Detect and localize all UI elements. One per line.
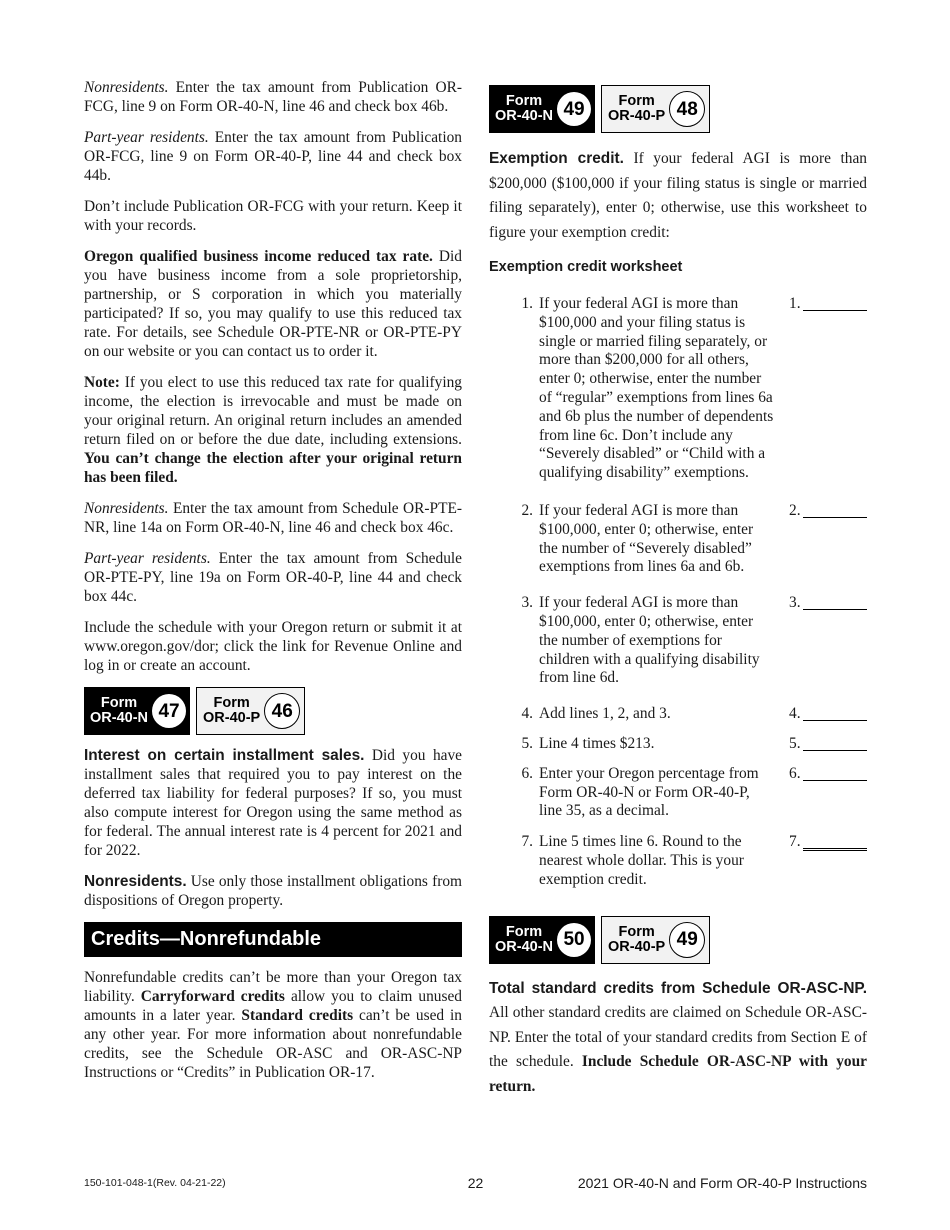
include-schedule-paragraph: Include the schedule with your Oregon return or submit it at www.oregon.gov/dor; click the link for Revenue Online and log in or create an account. [84, 619, 462, 674]
answer-line [803, 295, 867, 311]
section-heading-credits-nonrefundable: Credits—Nonrefundable [84, 922, 462, 957]
total-standard-credits-heading: Total standard credits from Schedule OR-ASC-NP. [489, 979, 867, 997]
form-or-40-n-badge: Form OR-40-N 50 [489, 916, 595, 964]
answer-line [803, 502, 867, 518]
worksheet-row [489, 295, 867, 483]
left-column [84, 78, 462, 1094]
worksheet-line-label: 6. [789, 764, 801, 782]
part-year-fcg-paragraph: Part-year residents. Enter the tax amount from Publication OR-FCG, line 9 on Form OR-40-P, line 44 and check box 44b. [84, 129, 462, 184]
page-footer [84, 1175, 867, 1191]
total-standard-credits-paragraph: Total standard credits from Schedule OR-ASC-NP. All other standard credits are claimed on Schedule OR-ASC-NP. Enter the total of your standard credits from Section E of the schedule. Include Schedule OR-ASC-NP with your return. [489, 979, 867, 1095]
worksheet-row [489, 735, 867, 754]
worksheet-entry-field[interactable] [789, 735, 867, 754]
exemption-credit-paragraph: Exemption credit. If your federal AGI is more than $200,000 ($100,000 if your filing status is single or married filing separately), enter 0; otherwise, use this worksheet to figure your exemption credit: [489, 150, 867, 241]
worksheet-row-text: If your federal AGI is more than $100,000 and your filing status is single or married filing separately, or more than $200,000 for all others, enter 0; otherwise, enter the number of “regular” exemptions from lines 6a and 6b plus the number of dependents from line 6c. Don’t include any “Severely disabled” or “Child with a qualifying disability” exemptions. [539, 295, 774, 482]
note-label: Note: [84, 374, 120, 391]
answer-line [803, 833, 867, 851]
worksheet-row-number: 3. [521, 594, 533, 612]
worksheet-line-label: 3. [789, 594, 801, 612]
worksheet-row-number: 6. [521, 764, 533, 782]
worksheet-row-text: Line 4 times $213. [539, 734, 655, 752]
note-paragraph: Note: If you elect to use this reduced tax rate for qualifying income, the election is irrevocable and must be made on your original return. An original return includes an amended return filed on or before the due date, including extensions. You can’t change the election after your original return has been filed. [84, 374, 462, 486]
worksheet-row-text: Line 5 times line 6. Round to the nearest whole dollar. This is your exemption credit. [539, 833, 744, 888]
worksheet-entry-field[interactable] [789, 295, 867, 483]
interest-installment-paragraph: Interest on certain installment sales. Did you have installment sales that required you to pay interest on the deferred tax liability for federal purposes? If so, you must also compute interest for Oregon using the same method as for federal. The annual interest rate is 4 percent for 2021 and for 2022. [84, 747, 462, 859]
worksheet-row [489, 765, 867, 821]
line-number-circle: 50 [557, 923, 591, 957]
interest-heading: Interest on certain installment sales. [84, 747, 365, 764]
part-year-pte-paragraph: Part-year residents. Enter the tax amount from Schedule OR-PTE-PY, line 19a on Form OR-40-P, line 44 and check box 44c. [84, 550, 462, 605]
nonresidents-pte-paragraph: Nonresidents. Enter the tax amount from Schedule OR-PTE-NR, line 14a on Form OR-40-N, line 46 and check box 46c. [84, 500, 462, 536]
worksheet-entry-field[interactable] [789, 765, 867, 821]
qbi-heading: Oregon qualified business income reduced tax rate. [84, 248, 433, 265]
worksheet-row-number: 5. [521, 734, 533, 752]
form-line-badges-49-48 [489, 85, 867, 133]
qbi-paragraph: Oregon qualified business income reduced tax rate. Did you have business income from a sole proprietorship, partnership, or S corporation in which you materially participated? If so, you may qualify to use this reduced tax rate. For details, see Schedule OR-PTE-NR or OR-PTE-PY on our website or you can contact us to order it. [84, 248, 463, 360]
worksheet-row [489, 594, 867, 688]
worksheet-title: Exemption credit worksheet [489, 259, 683, 275]
worksheet-row-text: If your federal AGI is more than $100,000, enter 0; otherwise, enter the number of exemptions for children with a qualifying disability from line 6d. [539, 594, 760, 687]
worksheet-entry-field[interactable] [789, 594, 867, 688]
line-number-circle: 46 [264, 693, 300, 729]
dont-include-paragraph: Don’t include Publication OR-FCG with your return. Keep it with your records. [84, 198, 462, 234]
nonresidents-installment-paragraph: Nonresidents. Use only those installment obligations from dispositions of Oregon property. [84, 873, 462, 909]
line-number-circle: 49 [557, 92, 591, 126]
nonresidents-label: Nonresidents. [84, 79, 169, 96]
answer-line [803, 735, 867, 751]
document-title: 2021 OR-40-N and Form OR-40-P Instructions [577, 1175, 867, 1191]
answer-line [803, 594, 867, 610]
answer-line [803, 705, 867, 721]
form-or-40-n-badge: Form OR-40-N 49 [489, 85, 595, 133]
worksheet-row-number: 4. [521, 705, 533, 723]
form-or-40-p-badge: Form OR-40-P 48 [601, 85, 710, 133]
worksheet-line-label: 7. [789, 833, 801, 851]
line-number-circle: 48 [669, 91, 705, 127]
worksheet-line-label: 1. [789, 295, 801, 312]
part-year-label: Part-year residents. [84, 129, 209, 146]
form-or-40-p-badge: Form OR-40-P 46 [196, 687, 305, 735]
worksheet-row-text: Enter your Oregon percentage from Form OR-40-N or Form OR-40-P, line 35, as a decimal. [539, 764, 759, 820]
worksheet-entry-field[interactable] [789, 705, 867, 724]
exemption-credit-heading: Exemption credit. [489, 150, 624, 167]
worksheet-row [489, 705, 867, 724]
nonresidents-fcg-paragraph: Nonresidents. Enter the tax amount from Publication OR-FCG, line 9 on Form OR-40-N, line 46 and check box 46b. [84, 79, 462, 115]
line-number-circle: 49 [669, 922, 705, 958]
form-or-40-p-badge: Form OR-40-P 49 [601, 916, 710, 964]
credits-paragraph: Nonrefundable credits can’t be more than your Oregon tax liability. Carryforward credits allow you to claim unused amounts in a later year. Standard credits can’t be used in any other year. For more information about nonrefundable credits, see the Schedule OR-ASC and OR-ASC-NP Instructions or “Credits” in Publication OR-17. [84, 969, 462, 1081]
form-code: 150-101-048-1(Rev. 04-21-22) [84, 1177, 226, 1189]
form-line-badges-50-49 [489, 916, 867, 964]
worksheet-row-number: 7. [521, 833, 533, 851]
worksheet-row-text: Add lines 1, 2, and 3. [539, 705, 671, 723]
exemption-credit-worksheet [489, 295, 867, 890]
line-number-circle: 47 [152, 694, 186, 728]
form-or-40-n-badge: Form OR-40-N 47 [84, 687, 190, 735]
worksheet-row [489, 833, 867, 889]
worksheet-line-label: 4. [789, 705, 801, 723]
form-line-badges-47-46 [84, 687, 462, 735]
page-number: 22 [467, 1175, 484, 1191]
worksheet-row [489, 502, 867, 577]
worksheet-row-text: If your federal AGI is more than $100,000, enter 0; otherwise, enter the number of “Severely disabled” exemptions from lines 6a and 6b. [539, 501, 754, 576]
worksheet-entry-field[interactable] [789, 502, 867, 577]
worksheet-line-label: 5. [789, 734, 801, 752]
worksheet-row-number: 2. [521, 501, 533, 519]
worksheet-line-label: 2. [789, 501, 801, 519]
right-column [489, 78, 867, 1111]
worksheet-entry-field[interactable] [789, 833, 867, 889]
answer-line [803, 765, 867, 781]
worksheet-row-number: 1. [521, 295, 533, 312]
